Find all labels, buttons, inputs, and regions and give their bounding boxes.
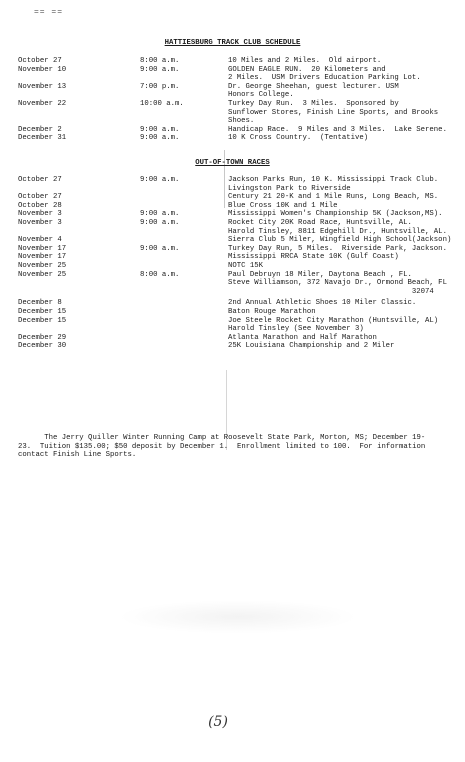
row-time: 9:00 a.m. <box>140 176 180 184</box>
local-schedule-table <box>18 57 465 143</box>
schedule-row <box>18 202 465 211</box>
row-date: November 10 <box>18 65 67 74</box>
schedule-row <box>18 317 465 334</box>
schedule-row <box>18 100 465 126</box>
row-time: 10:00 a.m. <box>140 99 184 108</box>
row-event: Jackson Parks Run, 10 K. Mississippi Track Club. Livingston Park to Riverside <box>228 176 439 193</box>
row-date: December 2 <box>18 125 62 134</box>
schedule-row <box>18 193 465 202</box>
corner-mark: == == <box>34 8 64 17</box>
page-number: (5) <box>208 714 228 730</box>
schedule-row <box>18 126 465 135</box>
row-event: Turkey Day Run. 3 Miles. Sponsored by Sunflower Stores, Finish Line Sports, and Brooks Shoes. <box>228 99 439 126</box>
schedule-row <box>18 134 465 143</box>
schedule-row <box>18 253 465 262</box>
row-date: October 28 <box>18 201 62 210</box>
row-date: December 31 <box>18 134 67 143</box>
row-date: October 27 <box>18 193 62 202</box>
row-date: November 17 <box>18 253 67 262</box>
row-event: Dr. George Sheehan, guest lecturer. USM Honors College. <box>228 82 399 100</box>
row-event: Joe Steele Rocket City Marathon (Huntsville, AL) Harold Tinsley (See November 3) <box>228 316 439 334</box>
row-event: Paul Debruyn 18 Miler, Daytona Beach , FL. Steve Williamson, 372 Navajo Dr., Ormond Beach, FL 32074 <box>228 270 447 296</box>
local-schedule-title: HATTIESBURG TRACK CLUB SCHEDULE <box>164 39 301 47</box>
row-date: October 27 <box>18 176 62 184</box>
row-date: November 3 <box>18 218 62 227</box>
row-event: GOLDEN EAGLE RUN. 20 Kilometers and 2 Miles. USM Drivers Education Parking Lot. <box>228 65 421 83</box>
schedule-row <box>18 334 465 343</box>
row-event: Atlanta Marathon and Half Marathon <box>228 333 377 342</box>
row-time: 7:00 p.m. <box>140 82 180 91</box>
row-time: 9:00 a.m. <box>140 65 180 74</box>
row-date: December 8 <box>18 299 62 308</box>
schedule-row <box>18 245 465 254</box>
row-event: 25K Louisiana Championship and 2 Miler <box>228 342 395 351</box>
row-date: December 29 <box>18 333 67 342</box>
schedule-row <box>18 176 465 193</box>
row-event: Mississippi RRCA State 10K (Gulf Coast) <box>228 253 399 262</box>
row-time: 9:00 a.m. <box>140 244 180 253</box>
row-event: NOTC 15K <box>228 261 264 270</box>
row-date: December 15 <box>18 316 67 325</box>
row-event: 10 K Cross Country. (Tentative) <box>228 134 369 143</box>
schedule-row <box>18 219 465 236</box>
away-races-title: OUT-OF-TOWN RACES <box>195 159 270 167</box>
row-time: 8:00 a.m. <box>140 270 180 279</box>
row-event: Rocket City 20K Road Race, Huntsville, AL. Harold Tinsley, 8811 Edgehill Dr., Huntsville, AL. <box>228 218 447 236</box>
row-event: Century 21 20-K and 1 Mile Runs, Long Beach, MS. <box>228 193 439 202</box>
row-time: 8:00 a.m. <box>140 57 180 65</box>
schedule-row <box>18 262 465 271</box>
row-event: 10 Miles and 2 Miles. Old airport. <box>228 57 382 65</box>
row-date: November 13 <box>18 82 67 91</box>
row-date: December 15 <box>18 307 67 316</box>
schedule-row <box>18 299 465 308</box>
row-time: 9:00 a.m. <box>140 210 180 219</box>
row-event: Mississippi Women's Championship 5K (Jackson,MS). <box>228 210 443 219</box>
schedule-row <box>18 342 465 351</box>
row-time: 9:00 a.m. <box>140 125 180 134</box>
row-time: 9:00 a.m. <box>140 218 180 227</box>
schedule-row <box>18 210 465 219</box>
row-date: November 25 <box>18 270 67 279</box>
schedule-row <box>18 236 465 245</box>
row-date: December 30 <box>18 342 67 351</box>
schedule-row <box>18 83 465 100</box>
row-date: November 17 <box>18 244 67 253</box>
row-event: Baton Rouge Marathon <box>228 307 316 316</box>
schedule-row <box>18 66 465 83</box>
schedule-row <box>18 57 465 66</box>
row-event: Turkey Day Run, 5 Miles. Riverside Park, Jackson. <box>228 244 447 253</box>
camp-note: The Jerry Quiller Winter Running Camp at Roosevelt State Park, Morton, MS; December 19- 23. Tuition $135.00; $50 deposit by December 1. Enrollment limited to 100. For information contact Finish Line Sports. <box>18 434 426 460</box>
away-races-table <box>18 176 465 351</box>
row-date: November 25 <box>18 261 67 270</box>
paper-smudge <box>118 600 358 634</box>
schedule-row <box>18 271 465 297</box>
row-event: Handicap Race. 9 Miles and 3 Miles. Lake Serene. <box>228 125 447 134</box>
row-date: November 3 <box>18 210 62 219</box>
row-date: October 27 <box>18 57 62 65</box>
row-time: 9:00 a.m. <box>140 134 180 143</box>
row-date: November 22 <box>18 99 67 108</box>
row-event: Sierra Club 5 Miler, Wingfield High School(Jackson) <box>228 236 452 245</box>
row-event: Blue Cross 10K and 1 Mile <box>228 201 338 210</box>
row-event: 2nd Annual Athletic Shoes 10 Miler Classic. <box>228 299 417 308</box>
row-date: November 4 <box>18 236 62 245</box>
schedule-row <box>18 308 465 317</box>
